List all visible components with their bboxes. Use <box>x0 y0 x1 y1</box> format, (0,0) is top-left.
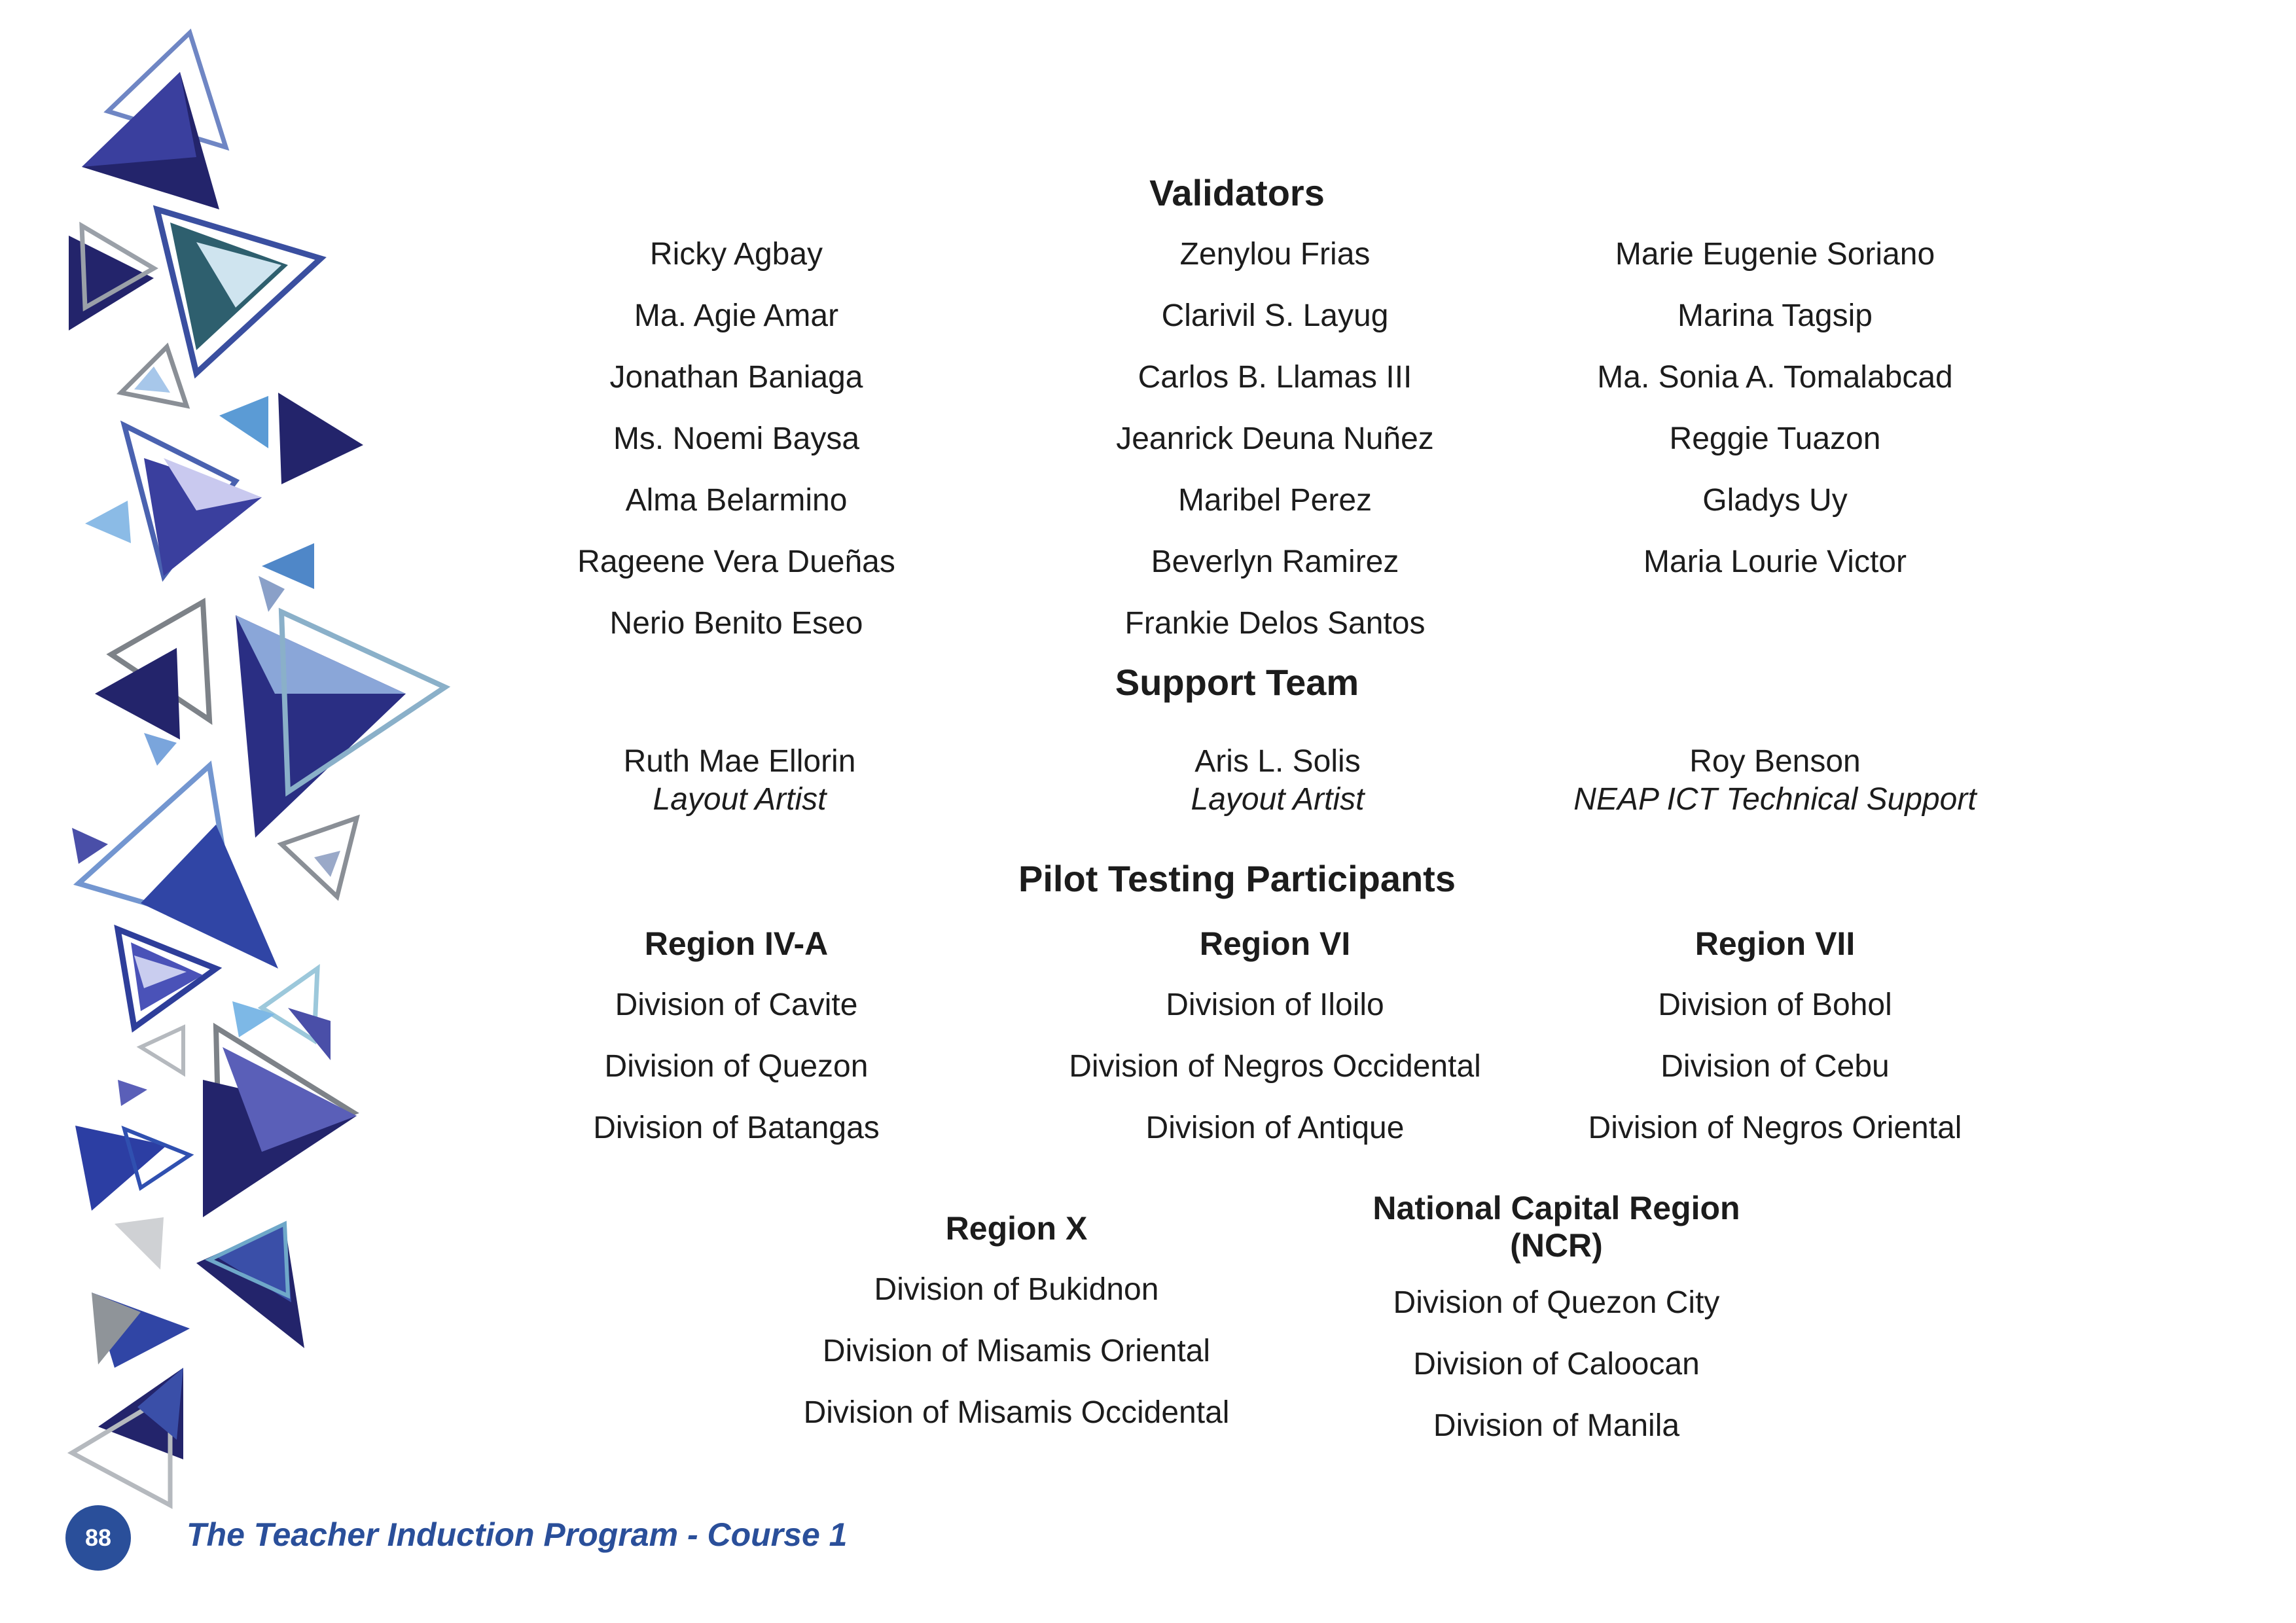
list-item: Rageene Vera Dueñas <box>577 544 895 579</box>
list-item: Division of Iloilo <box>1166 988 1384 1022</box>
member-role: Layout Artist <box>1191 782 1365 817</box>
member-name: Ruth Mae Ellorin <box>623 744 856 779</box>
region-title: Region IV-A <box>644 925 829 962</box>
list-item: Gladys Uy <box>1702 483 1848 518</box>
list-item: Division of Negros Oriental <box>1588 1111 1962 1145</box>
list-item: Ma. Sonia A. Tomalabcad <box>1597 360 1953 395</box>
decorative-triangles <box>0 0 471 1623</box>
list-item: Reggie Tuazon <box>1669 421 1881 456</box>
member-role: Layout Artist <box>653 782 827 817</box>
region-title: Region VI <box>1199 925 1351 962</box>
pilot-testing-heading: Pilot Testing Participants <box>1018 858 1456 899</box>
list-item: Jeanrick Deuna Nuñez <box>1116 421 1434 456</box>
member-name: Roy Benson <box>1689 744 1861 779</box>
member-role: NEAP ICT Technical Support <box>1573 782 1977 817</box>
list-item: Division of Bukidnon <box>874 1272 1159 1307</box>
region-title-line: (NCR) <box>1510 1227 1603 1264</box>
region-block <box>1069 913 1481 1159</box>
list-item: Frankie Delos Santos <box>1124 606 1426 641</box>
list-item: Jonathan Baniaga <box>609 360 863 395</box>
region-title-line: National Capital Region <box>1372 1190 1740 1226</box>
region-block <box>804 1198 1230 1444</box>
list-item: Carlos B. Llamas III <box>1138 360 1412 395</box>
list-item: Ms. Noemi Baysa <box>613 421 860 456</box>
region-block <box>1372 1190 1740 1457</box>
list-item: Division of Cavite <box>615 988 858 1022</box>
list-item: Zenylou Frias <box>1179 237 1371 272</box>
footer-title: The Teacher Induction Program - Course 1 <box>187 1516 848 1553</box>
region-block <box>593 913 880 1159</box>
list-item: Division of Misamis Oriental <box>822 1334 1211 1368</box>
support-member <box>1573 743 1976 819</box>
list-item: Division of Antique <box>1145 1111 1405 1145</box>
list-item: Ma. Agie Amar <box>634 298 839 333</box>
region-title <box>1372 1190 1740 1272</box>
list-item: Division of Caloocan <box>1413 1347 1700 1382</box>
support-member <box>624 743 856 819</box>
list-item: Division of Batangas <box>593 1111 880 1145</box>
list-item: Clarivil S. Layug <box>1161 298 1389 333</box>
list-item: Marie Eugenie Soriano <box>1615 237 1935 272</box>
validators-column-3 <box>1597 224 1952 593</box>
region-title: Region X <box>945 1210 1088 1247</box>
page-number-badge: 88 <box>65 1505 131 1571</box>
validators-column-2 <box>1116 224 1434 654</box>
list-item: Division of Quezon City <box>1393 1285 1720 1320</box>
triangle-decoration-icon <box>69 33 445 1505</box>
list-item: Division of Cebu <box>1660 1049 1890 1084</box>
list-item: Division of Negros Occidental <box>1069 1049 1481 1084</box>
list-item: Alma Belarmino <box>625 483 848 518</box>
list-item: Division of Quezon <box>604 1049 869 1084</box>
list-item: Division of Bohol <box>1658 988 1892 1022</box>
support-team-heading: Support Team <box>1115 662 1359 703</box>
list-item: Ricky Agbay <box>649 237 823 272</box>
list-item: Maribel Perez <box>1177 483 1372 518</box>
support-member <box>1191 743 1364 819</box>
list-item: Beverlyn Ramirez <box>1151 544 1399 579</box>
region-title: Region VII <box>1695 925 1856 962</box>
validators-heading: Validators <box>1149 172 1325 213</box>
list-item: Maria Lourie Victor <box>1643 544 1907 579</box>
list-item: Marina Tagsip <box>1677 298 1873 333</box>
member-name: Aris L. Solis <box>1194 744 1361 779</box>
validators-column-1 <box>577 224 895 654</box>
list-item: Division of Misamis Occidental <box>803 1395 1230 1430</box>
region-block <box>1588 913 1962 1159</box>
list-item: Nerio Benito Eseo <box>609 606 863 641</box>
list-item: Division of Manila <box>1433 1408 1680 1443</box>
